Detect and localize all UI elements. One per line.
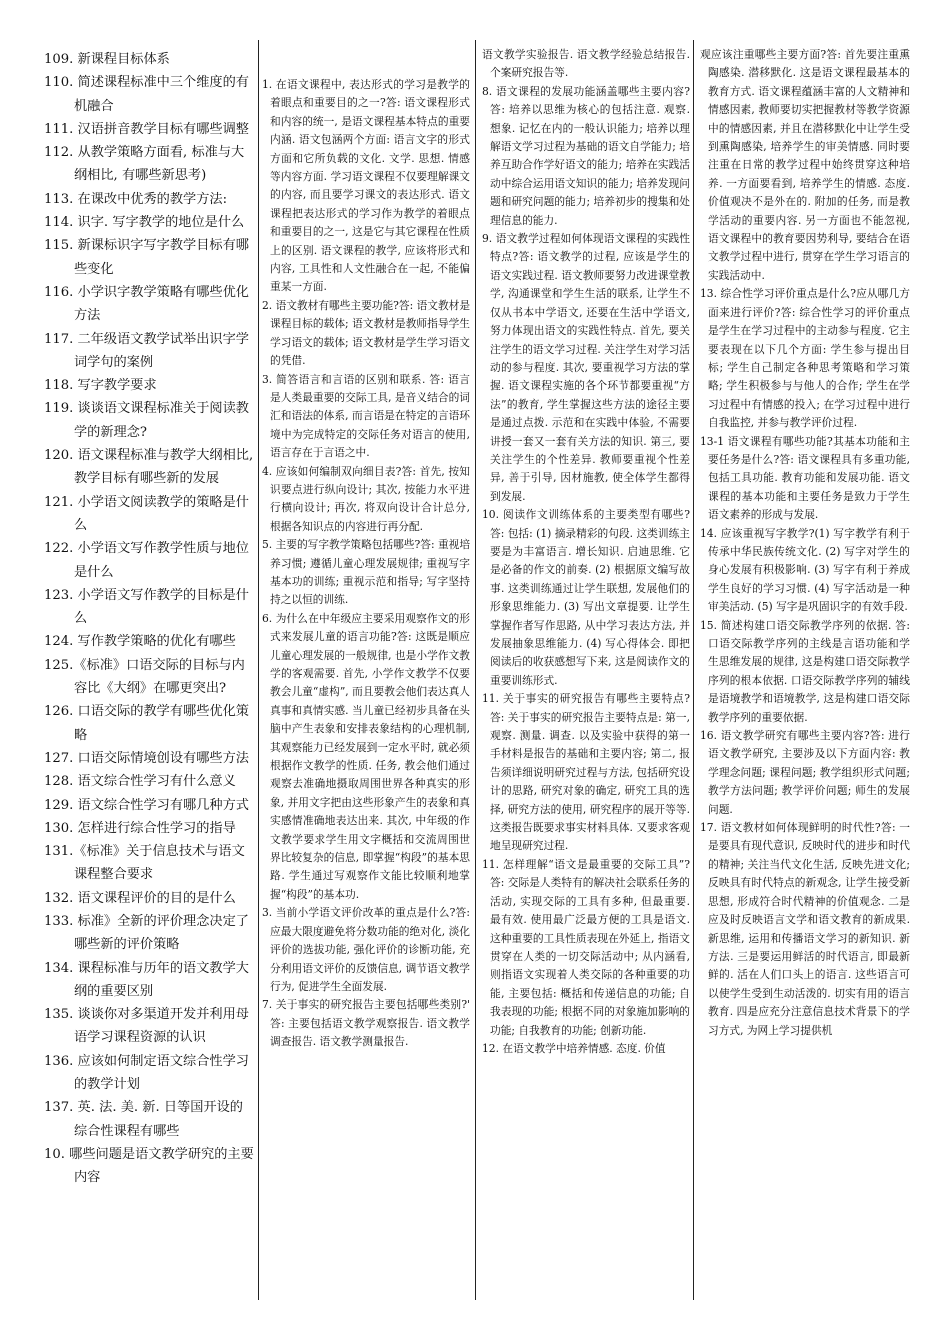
answer-paragraph: 8. 语文课程的发展功能涵盖哪些主要内容?答: 培养以思维为核心的包括注意. 观察. 想象. 记忆在内的一般认识能力; 培养以理解语文学习过程为基础的语文自学能力; 培养互助合作学好语文的能力; 培养在实践活动中综合运用语文知识的能力; 培养发现问题和研究问题的能力; 培养初步的搜集和处理信息的能力. — [482, 84, 690, 227]
list-item: 119. 谈谈语文课程标准关于阅读教学的新理念? — [44, 401, 249, 440]
answer-paragraph: 3. 当前小学语文评价改革的重点是什么?答: 应最大限度避免将分数功能的绝对化, 淡化评价的选拔功能, 强化评价的诊断功能, 充分利用语文评价的反馈信息, 调节语文教学行为, 促进学生全面发展. — [262, 906, 470, 993]
list-item: 133. 标准》全新的评价理念决定了哪些新的评价策略 — [44, 913, 249, 953]
list-item: 110. 简述课程标准中三个维度的有机融合 — [44, 75, 249, 114]
list-item: 111. 汉语拼音教学目标有哪些调整 — [44, 121, 249, 137]
answer-paragraph: 1. 在语文课程中, 表达形式的学习是教学的着眼点和重要目的之一?答: 语文课程形式和内容的统一, 是语文课程基本特点的重要内涵. 语文包涵两个方面: 语言文字的形式方面和它所负载的文化. 文学. 思想. 情感等内容方面. 学习语文课程不仅要理解课文的内容, 而且要学习课文的表达形式. 语文课程把表达形式的学习作为教学的着眼点和重要目的之一, 这是它与其它课程在性质上的区别. 语文课程的教学, 应该将形式和内容, 工具性和人文性融合在一起, 不能偏重某一方面. — [262, 78, 470, 294]
list-item: 117. 二年级语文教学试举出识字学词学句的案例 — [44, 331, 249, 370]
answer-paragraph: 16. 语文教学研究有哪些主要内容?答: 进行语文教学研究, 主要涉及以下方面内容: 教学理念问题; 课程问题; 教学组织形式问题; 教学方法问题; 教学评价问题; 师生的发展问题. — [700, 729, 910, 816]
list-item: 137. 英. 法. 美. 新. 日等国开设的综合性课程有哪些 — [44, 1100, 243, 1139]
answer-paragraph: 7. 关于事实的研究报告主要包括哪些类别?' 答: 主要包括语文教学观察报告. 语文教学调查报告. 语文教学测量报告. — [262, 998, 470, 1049]
answer-paragraph: 17. 语文教材如何体现鲜明的时代性?答: 一是要具有现代意识, 反映时代的进步和时代的精神; 关注当代文化生活, 反映先进文化; 反映具有时代特点的新观念, 让学生接受新思想, 形成符合时代精神的价值观念. 二是应及时反映语言文学和语文教育的新成果. 新思维, 运用和传播语文学习的新知识. 新方法. 三是要运用鲜活的时代语言, 即最新鲜的. 活在人们口头上的语言. 这些语言可以使学生受到生动活泼的. 切实有用的语言教育. 四是应充分注意信息技术背景下的学习方式, 为网上学习提供机 — [700, 821, 910, 1037]
list-item: 130. 怎样进行综合性学习的指导 — [44, 820, 236, 836]
list-item: 127. 口语交际情境创设有哪些方法 — [44, 750, 249, 766]
answer-column-4 — [700, 46, 910, 1040]
list-item: 128. 语文综合性学习有什么意义 — [44, 774, 236, 790]
column-divider — [475, 40, 476, 1300]
list-item: 135. 谈谈你对多渠道开发并利用母语学习课程资源的认识 — [44, 1007, 249, 1046]
answer-paragraph: 10. 阅读作文训练体系的主要类型有哪些?答: 包括: (1) 摘录精彩的句段. 这类训练主要是为丰富语言. 增长知识. 启迪思维. 它是必备的作文的前奏. (2) 根据原文编写故事. 这类训练通过让学生联想, 发展他们的形象思维能力. (3) 写出文章提要. 让学生掌握作者写作思路, 从中学习表达方法, 并发展抽象思维能力. (4) 写心得体会. 即把阅读后的收获感想写下来, 这是阅读作文的重要训练形式. — [482, 508, 690, 687]
list-item: 118. 写字教学要求 — [44, 378, 157, 394]
answer-paragraph: 6. 为什么在中年级应主要采用观察作文的形式来发展儿童的语言功能?答: 这既是顺应儿童心理发展的一般规律, 也是小学作文教学的客观需要. 首先, 小学作文教学不仅要教会儿童“虚构”, 而且要教会他们表达真人真事和真情实感. 当儿童已经初步具备在头脑中产生表象和安排表象结构的心理机制, 其观察能力已经发展到一定水平时, 就必须根据作文教学的性质. 任务, 教会他们通过观察去准确地摄取周围世界各种真实的形象, 并用文字把由这些形象产生的表象和真实感情准确地表达出来. 其次, 中年级的作文教学要求学生用文字概括和交流周围世界比较复杂的信息, 即掌握“构段”的基本思路. 学生通过写观察作文能比较顺利地掌握“构段”的基本功. — [262, 611, 470, 901]
list-item: 112. 从教学策略方面看, 标准与大纲相比, 有哪些新思考) — [44, 145, 245, 184]
answer-paragraph: 15. 简述构建口语交际教学序列的依据. 答: 口语交际教学序列的主线是言语功能和学生思维发展的规律, 这是构建口语交际教学序列的根本依据. 口语交际教学序列的辅线是语境教学和语境教学, 这是构建口语交际教学序列的重要依据. — [700, 618, 910, 724]
answer-column-3 — [482, 46, 690, 1058]
answer-paragraph: 观应该注重哪些主要方面?答: 首先要注重熏陶感染. 潜移默化. 这是语文课程最基本的教育方式. 语文课程蕴涵丰富的人文精神和情感因素, 教师要切实把握教材等教学资源中的情感因素, 并且在潜移默化中让学生受到熏陶感染, 培养学生的审美情感. 同时要注重在日常的教学过程中始终贯穿这种培养. 一方面要看到, 培养学生的情感. 态度. 价值观决不是外在的. 附加的任务, 而是教学活动的重要内容. 另一方面也不能忽视, 语文课程中的教育要因势利导, 要结合在语文教学过程中进行, 贯穿在学生学习语言的实践活动中. — [700, 48, 910, 282]
list-item: 126. 口语交际的教学有哪些优化策略 — [44, 704, 249, 743]
list-item: 109. 新课程目标体系 — [44, 52, 170, 67]
list-item: 122. 小学语文写作教学性质与地位是什么 — [44, 541, 249, 580]
list-item: 116. 小学识字教学策略有哪些优化方法 — [44, 284, 249, 324]
list-item: 115. 新课标识字写字教学目标有哪些变化 — [44, 238, 249, 277]
answer-paragraph: 2. 语文教材有哪些主要功能?答: 语文教材是课程目标的载体; 语文教材是教师指导学生学习语文的载体; 语文教材是学生学习语文的凭借. — [262, 298, 470, 368]
answer-paragraph: 3. 简答语言和言语的区别和联系. 答: 语言是人类最重要的交际工具, 是音义结合的词汇和语法的体系, 而言语是在特定的言语环境中为完成特定的交际任务对语言的使用, 语言存在于言语之中. — [262, 372, 470, 460]
list-item: 131.《标准》关于信息技术与语文课程整合要求 — [44, 844, 245, 883]
answer-paragraph: 13. 综合性学习评价重点是什么?应从哪几方面来进行评价?答: 综合性学习的评价重点是学生在学习过程中的主动参与程度. 它主要表现在以下几个方面: 学生参与提出目标; 学生自己制定各种思考策略和学习策略; 学生积极参与与他人的合作; 学生在学习过程中有情感的投入; 在学习过程中进行自我监控, 并参与教学评价过程. — [700, 287, 910, 430]
list-item: 132. 语文课程评价的目的是什么 — [44, 890, 236, 906]
answer-paragraph: 5. 主要的写字教学策略包括哪些?答: 重视培养习惯; 遵循儿童心理发展规律; 重视写字基本功的训练; 重视示范和指导; 写字坚持持之以恒的训练. — [262, 538, 470, 607]
list-item: 125.《标准》口语交际的目标与内容比《大纲》在哪更突出? — [44, 657, 245, 697]
answer-paragraph: 4. 应该如何编制双向细目表?答: 首先, 按知识要点进行纵向设计; 其次, 按能力水平进行横向设计; 再次, 将双向设计合计总分, 根据各知识点的内容进行再分配. — [262, 464, 470, 533]
answer-column-2 — [262, 76, 470, 1052]
answer-paragraph: 语文教学实验报告. 语文教学经验总结报告. 个案研究报告等. — [482, 48, 690, 80]
answer-paragraph: 9. 语文教学过程如何体现语文课程的实践性特点?答: 语文教学的过程, 应该是学生的语文实践过程. 语文教师要努力改进课堂教学, 沟通课堂和学生生活的联系, 让学生不仅从书本中学语文, 还要在生活中学语文, 努力体现出语文的实践性特点. 首先, 要关注学生的语文学习过程. 关注学生对学习活动的参与程度. 其次, 要重视学习方法的掌握. 语文课程实施的各个环节都要重视“方法”的教育, 学生掌握这些方法的途径主要是通过点拨. 示范和在实践中体验, 不需要讲授一套又一套有关方法的知识. 第三, 要关注学生的个性差异. 教师要重视个性差异, 善于引导, 因材施教, 使全体学生都得到发展. — [482, 232, 690, 503]
list-item: 134. 课程标准与历年的语文教学大纲的重要区别 — [44, 960, 249, 999]
answer-paragraph: 13-1 语文课程有哪些功能?其基本功能和主要任务是什么?答: 语文课程具有多重功能, 包括工具功能. 教育功能和发展功能. 语文课程的基本功能和主要任务是致力于学生语文素养的形成与发展. — [700, 434, 910, 522]
column-divider — [693, 40, 694, 1300]
list-item: 10. 哪些问题是语文教学研究的主要内容 — [44, 1146, 254, 1186]
answer-paragraph: 14. 应该重视写字教学?(1) 写字教学有利于传承中华民族传统文化. (2) 写字对学生的身心发展有积极影响. (3) 写字有利于养成学生良好的学习习惯. (4) 写字活动是一种审美活动. (5) 写字是巩固识字的有效手段. — [700, 526, 910, 614]
list-item: 120. 语文课程标准与教学大纲相比, 教学目标有哪些新的发展 — [44, 448, 254, 487]
list-item: 113. 在课改中优秀的教学方法: — [44, 191, 228, 207]
column-divider — [258, 40, 259, 1300]
list-item: 136. 应该如何制定语文综合性学习的教学计划 — [44, 1053, 249, 1093]
list-item: 123. 小学语文写作教学的目标是什么 — [44, 587, 249, 627]
list-item: 114. 识字. 写字教学的地位是什么 — [44, 215, 245, 231]
list-item: 124. 写作教学策略的优化有哪些 — [44, 634, 236, 650]
question-list-column — [44, 48, 256, 1190]
answer-paragraph: 11. 怎样理解“语文是最重要的交际工具”?答: 交际是人类特有的解决社会联系任务的活动, 实现交际的工具有多种, 但最重要. 最有效. 使用最广泛最方便的工具是语文. 这种重要的工具性质表现在外延上, 指语文贯穿在人类的一切交际活动中; 从内涵看, 则指语文实现着人类交际的各种重要的功能, 主要包括: 概括和传递信息的功能; 自我表现的功能; 根据不同的对象施加影响的功能; 自我教育的功能; 创新功能. — [482, 857, 690, 1037]
answer-paragraph: 11. 关于事实的研究报告有哪些主要特点?答: 关于事实的研究报告主要特点是: 第一, 观察. 测量. 调查. 以及实验中获得的第一手材料是报告的基础和主要内容; 第二, 报告须详细说明研究过程与方法, 包括研究设计的思路, 研究对象的确定, 研究工具的选择, 研究方法的使用, 研究程序的展开等等. 这类报告既要求事实材料具体. 又要求客观地呈现研究过程. — [482, 692, 690, 853]
answer-paragraph: 12. 在语文教学中培养情感. 态度. 价值 — [482, 1041, 666, 1055]
list-item: 121. 小学语文阅读教学的策略是什么 — [44, 494, 249, 533]
list-item: 129. 语文综合性学习有哪几种方式 — [44, 797, 249, 813]
